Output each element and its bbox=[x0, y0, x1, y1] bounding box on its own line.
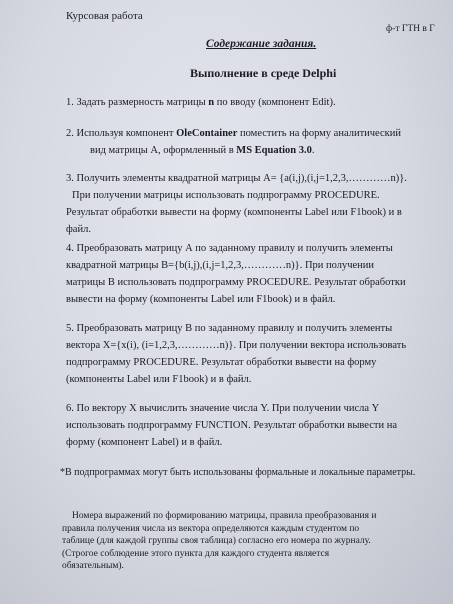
task-item-6-line-2: использовать подпрограмму FUNCTION. Результат обработки вывести на bbox=[66, 420, 397, 431]
task-item-5-line-2: вектора Х={x(i), (i=1,2,3,…………n)}. При получении вектора использовать bbox=[66, 340, 407, 351]
task-item-2-text-2: вид матрицы А, оформленный в bbox=[90, 145, 234, 156]
task-item-5-line-3: подпрограмму PROCEDURE. Результат обработки вывести на форму bbox=[66, 357, 377, 368]
task-item-3-line-3: Результат обработки вывести на форму (компоненты Label или F1book) и в bbox=[66, 207, 402, 218]
task-item-5-line-1: 5. Преобразовать матрицу В по заданному правилу и получить элементы bbox=[66, 323, 393, 334]
task-item-1-text: 1. Задать размерность матрицы bbox=[66, 97, 206, 108]
task-item-1-bold: n bbox=[208, 97, 215, 108]
task-item-6-line-3: форму (компонент Label) и в файл. bbox=[66, 437, 223, 448]
task-item-2-equation: MS Equation 3.0 bbox=[236, 145, 312, 156]
footer-paragraph bbox=[62, 510, 442, 573]
task-item-6 bbox=[66, 400, 397, 451]
task-item-2-text: 2. Используя компонент bbox=[66, 128, 174, 139]
footer-line-3: таблице (для каждой группы своя таблица) согласно его номера по журналу. bbox=[62, 536, 371, 546]
document-title: Содержание задания. bbox=[206, 38, 317, 50]
task-item-4-line-4: вывести на форму (компоненты Label или F1book) и в файл. bbox=[66, 294, 336, 305]
task-item-2-component: OleContainer bbox=[176, 128, 238, 139]
task-item-3-line-1: 3. Получить элементы квадратной матрицы А= {a(i,j),(i,j=1,2,3,…………n)}. bbox=[66, 173, 407, 184]
task-item-1-text-end: по вводу (компонент Edit). bbox=[216, 97, 336, 108]
task-item-4-line-3: матрицы В использовать подпрограмму PROCEDURE. Результат обработки bbox=[66, 277, 406, 288]
header-left: Курсовая работа bbox=[66, 10, 143, 22]
task-item-4-line-1: 4. Преобразовать матрицу А по заданному правилу и получить элементы bbox=[66, 243, 393, 254]
task-item-2 bbox=[66, 125, 401, 159]
task-item-2-line-1 bbox=[66, 125, 401, 142]
task-item-2-period: . bbox=[311, 145, 315, 156]
footnote: *В подпрограммах могут быть использованы формальные и локальные параметры. bbox=[60, 467, 416, 478]
footer-line-5: обязательным). bbox=[62, 561, 124, 571]
footer-line-4: (Строгое соблюдение этого пункта для каждого студента является bbox=[62, 548, 330, 559]
document-subtitle: Выполнение в среде Delphi bbox=[190, 66, 337, 80]
task-item-4-line-2: квадратной матрицы В={b(i,j),(i,j=1,2,3,…………n)}. При получении bbox=[66, 260, 375, 271]
task-item-1-line bbox=[66, 94, 336, 111]
task-item-3 bbox=[66, 170, 407, 238]
task-item-2-line-2 bbox=[66, 142, 401, 159]
task-item-3-line-4: файл. bbox=[66, 224, 91, 235]
task-item-3-line-2: При получении матрицы использовать подпрограмму PROCEDURE. bbox=[72, 190, 380, 201]
header-right: ф-т ГТН в Г bbox=[386, 24, 435, 34]
task-item-1 bbox=[66, 94, 336, 111]
task-item-5-line-4: (компоненты Label или F1book) и в файл. bbox=[66, 374, 252, 385]
footer-line-1: Номера выражений по формированию матрицы, правила преобразования и bbox=[72, 511, 377, 521]
task-item-4 bbox=[66, 240, 406, 308]
task-item-5 bbox=[66, 320, 406, 388]
footer-line-2: правила получения числа из вектора определяются каждым студентом по bbox=[62, 523, 360, 534]
task-item-2-text-cont: поместить на форму аналитический bbox=[240, 128, 401, 139]
task-item-6-line-1: 6. По вектору Х вычислить значение числа Y. При получении числа Y bbox=[66, 403, 380, 414]
